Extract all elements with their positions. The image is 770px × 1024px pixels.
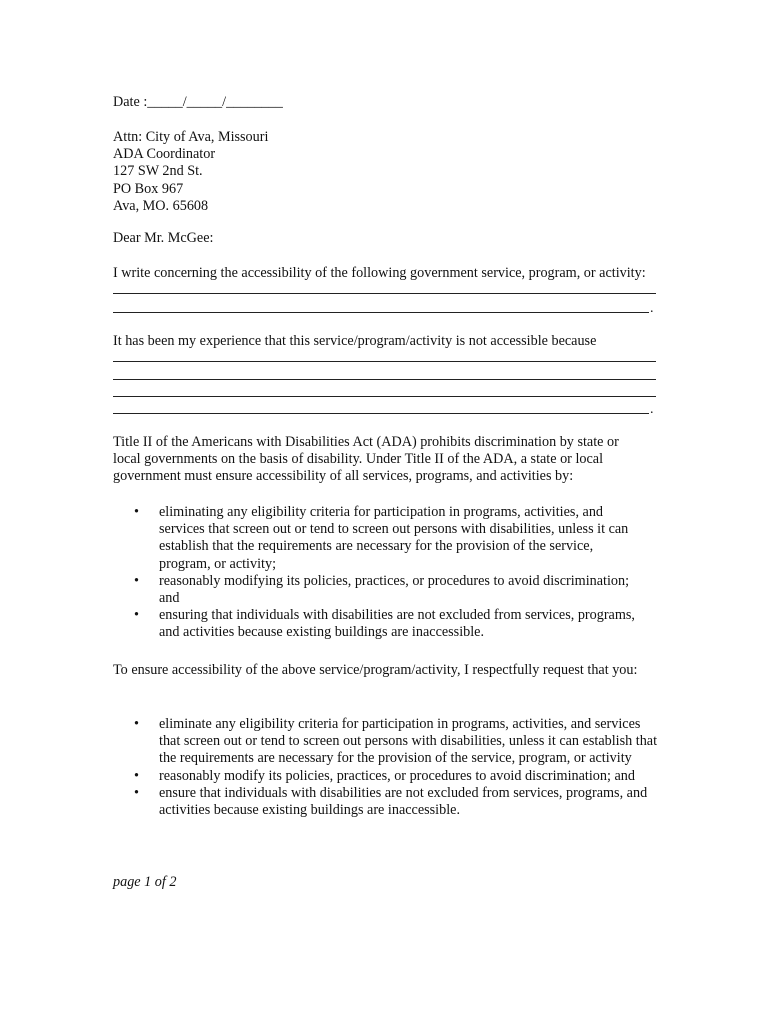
service-blank-end-mark: . (650, 301, 654, 316)
bullet-icon: • (134, 607, 139, 624)
bullet-icon: • (134, 504, 139, 520)
list-item (113, 785, 663, 819)
list-item-text: reasonably modify its policies, practices, or procedures to avoid discrimination; and (159, 767, 635, 784)
experience-blank-line-4[interactable] (113, 413, 649, 414)
list-item (113, 768, 663, 785)
date-line: Date :_____/_____/________ (113, 94, 283, 110)
experience-blank-line-2[interactable] (113, 379, 656, 380)
page-number: page 1 of 2 (113, 874, 177, 890)
bullet-icon: • (134, 767, 139, 784)
address-line: ADA Coordinator (113, 146, 216, 163)
list-item (113, 573, 647, 607)
address-line: PO Box 967 (113, 180, 184, 197)
list-item (113, 607, 647, 641)
service-prompt: I write concerning the accessibility of the following government service, program, or activity: (113, 265, 646, 281)
requests-list (113, 716, 663, 819)
service-blank-line-1[interactable] (113, 293, 656, 294)
title-ii-paragraph: Title II of the Americans with Disabilities Act (ADA) prohibits discrimination by state or local governments on the basis of disability. Under Title II of the ADA, a state or local government must ensure accessibility of all services, programs, and activities by: (113, 434, 619, 485)
address-line: 127 SW 2nd St. (113, 163, 203, 180)
list-item-text: ensure that individuals with disabilities are not excluded from services, programs, and activities because existing buildings are inaccessible. (159, 784, 648, 819)
service-blank-line-2[interactable] (113, 312, 649, 313)
request-paragraph: To ensure accessibility of the above service/program/activity, I respectfully request that you: (113, 662, 638, 678)
experience-blank-line-1[interactable] (113, 361, 656, 362)
obligations-list (113, 504, 647, 642)
bullet-icon: • (134, 572, 139, 589)
list-item (113, 716, 663, 768)
salutation: Dear Mr. McGee: (113, 230, 214, 246)
address-line: Attn: City of Ava, Missouri (113, 129, 269, 145)
list-item-text: reasonably modifying its policies, practices, or procedures to avoid discrimination; and (159, 572, 630, 607)
address-line: Ava, MO. 65608 (113, 197, 209, 214)
experience-blank-line-3[interactable] (113, 396, 656, 397)
experience-blank-end-mark: . (650, 402, 654, 417)
list-item-text: eliminating any eligibility criteria for participation in programs, activities, and services that screen out or tend to screen out persons with disabilities, unless it can establish that the requirements are necessary for the provision of the service, program, or activity; (159, 504, 629, 572)
list-item-text: ensuring that individuals with disabilities are not excluded from services, programs, and activities because existing buildings are inaccessible. (159, 607, 635, 641)
recipient-address (113, 129, 661, 215)
list-item-text: eliminate any eligibility criteria for participation in programs, activities, and services that screen out or tend to screen out persons with disabilities, unless it can establish that the requirements are necessary for the provision of the service, program, or activity (159, 716, 658, 767)
experience-prompt: It has been my experience that this service/program/activity is not accessible because (113, 333, 597, 349)
list-item (113, 504, 647, 573)
bullet-icon: • (134, 716, 139, 732)
bullet-icon: • (134, 784, 139, 801)
